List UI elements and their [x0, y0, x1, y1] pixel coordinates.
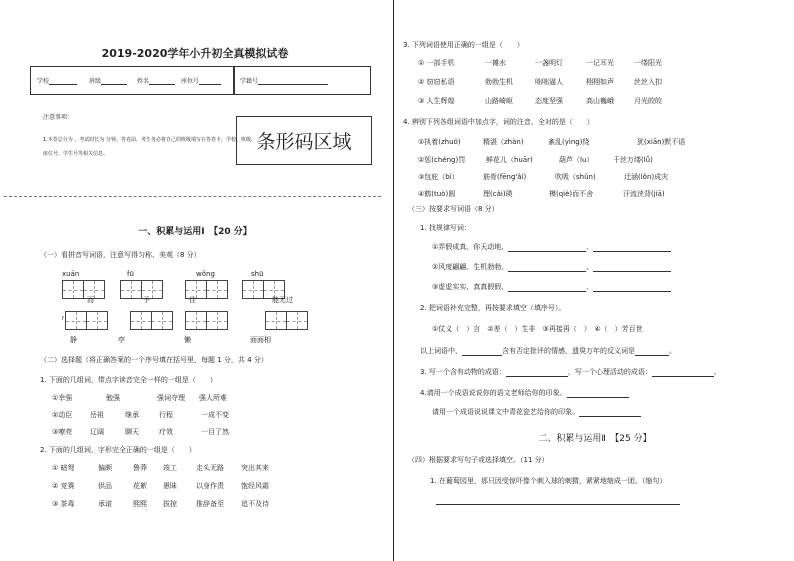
q5-1-stem: 1. 找规律写词：	[420, 224, 471, 232]
writing-grid[interactable]	[65, 311, 87, 330]
row2-word-1: 静	[70, 336, 77, 344]
suffix-4: 能无过	[272, 296, 293, 304]
q6-heading: （四）根据要求写句子或选择填空。（11 分）	[408, 456, 549, 464]
section1-heading: 一、积累与运用Ⅰ 【20 分】	[138, 227, 252, 237]
writing-grid[interactable]	[120, 280, 142, 299]
suffix-3: 往	[189, 296, 196, 304]
q5-heading: （三）按要求写词语（8 分）	[408, 205, 499, 213]
q5-4b-line: 请用一个成语说说课文中青花瓷艺给你的印象。	[432, 407, 641, 417]
suffix-2: 予	[143, 296, 150, 304]
writing-grid[interactable]	[86, 311, 108, 330]
q5-1-row: ②风度翩翩、生机勃勃、 、	[432, 262, 671, 272]
q5-2-stem: 2. 把词语补充完整，再按要求填空（填序号）。	[420, 304, 566, 312]
q1-heading: （一）看拼音写词语，注意写得匀称、美观（8 分）	[40, 251, 201, 259]
notice-line-2: 座位号、学生号等相关信息。	[43, 151, 109, 157]
writing-grid[interactable]	[185, 311, 207, 330]
q5-1-row: ①弄假成真、你天动地、 、	[432, 242, 671, 252]
row2-word-2: 亭	[118, 336, 125, 344]
notice-heading: 注意事项：	[43, 114, 74, 121]
pinyin-1: xuān	[62, 270, 80, 278]
pinyin-3: wǒng	[196, 270, 215, 278]
class-label: 班级	[89, 76, 127, 85]
name-label: 姓名	[137, 76, 175, 85]
q2-1-stem: 1. 下面的几组词，带点字读音完全一样的一组是（ ）	[40, 376, 217, 384]
q2-2-stem: 2. 下面的几组词，字形完全正确的一组是（ ）	[40, 446, 196, 454]
writing-grid[interactable]	[286, 311, 308, 330]
q5-3-line: 3. 写一个含有动物的成语： ，写一个心理活动的成语： 。	[420, 368, 721, 376]
prefix-f: f	[62, 316, 64, 322]
pinyin-4: shū	[251, 270, 264, 278]
writing-grid[interactable]	[265, 311, 287, 330]
q6-1-stem: 1. 在葡萄园里，那只因受惊吓像个刺入球的刺猬，紧紧地缩成一团。（缩句）	[430, 477, 667, 485]
column-divider	[393, 0, 394, 561]
answer-line[interactable]	[436, 504, 680, 505]
exam-title: 2019-2020学年小升初全真模拟试卷	[101, 47, 289, 60]
school-label: 学校	[37, 76, 77, 85]
student-id-label: 学籍号	[240, 76, 328, 85]
writing-grid[interactable]	[62, 280, 84, 299]
writing-grid[interactable]	[206, 311, 228, 330]
q5-2-row: ①仗义（ ）言 ②差（ ）生非 ③再接再（ ） ④（ ）芳百世	[432, 325, 643, 333]
seat-label: 座位号	[181, 76, 221, 85]
q2-heading: （二）选择题（将正确答案的一个序号填在括号里，每题 1 分，共 4 分）	[40, 356, 268, 364]
student-id-box	[233, 66, 371, 95]
row2-word-4: 面面相	[250, 336, 271, 344]
section2-heading: 二、积累与运用Ⅱ 【25 分】	[538, 434, 652, 444]
writing-grid[interactable]	[130, 311, 152, 330]
q4-stem: 4. 辨别下列各组词语中加点字，词的注音，全对的是（ ）	[403, 118, 594, 126]
q3-stem: 3. 下列词语使用正确的一组是（ ）	[403, 41, 524, 49]
q5-1-row: ③虚虚实实、真真假假、 、	[432, 282, 671, 292]
seal-line	[4, 196, 381, 197]
student-info-box	[30, 66, 235, 95]
writing-grid[interactable]	[151, 311, 173, 330]
notice-line-1: 1.本卷总分为 ，考试时长为 分钟。答卷前，考生务必将自己的班级填写在答卷卡、学校、班级、	[43, 137, 256, 143]
writing-grid[interactable]	[242, 280, 264, 299]
barcode-area: 条形码区域	[236, 116, 372, 165]
pinyin-2: fū	[127, 270, 134, 278]
writing-grid[interactable]	[206, 280, 228, 299]
q5-2-line: 以上词语中， 含有否定批评的情感，遗臭万年的反义词是 。	[420, 347, 676, 355]
suffix-1: 而	[87, 296, 94, 304]
q5-4-line: 4.请用一个成语说说你的语文老师给你的印象。	[420, 388, 629, 398]
row2-word-3: 懒	[184, 336, 191, 344]
